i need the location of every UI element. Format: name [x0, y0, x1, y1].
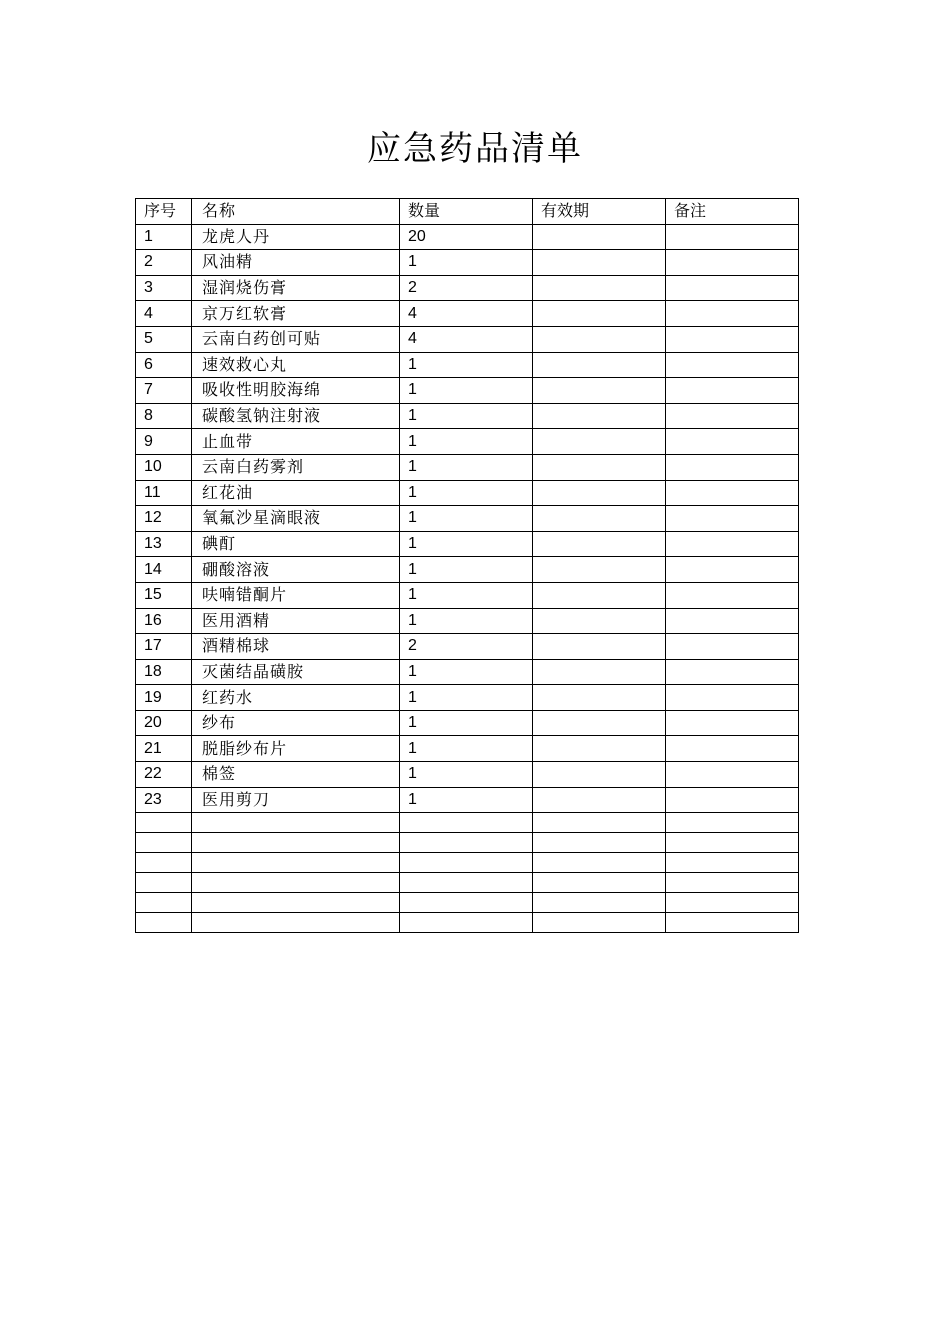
- cell-name: 龙虎人丹: [192, 224, 400, 250]
- cell-name: 氧氟沙星滴眼液: [192, 506, 400, 532]
- cell-note: [666, 634, 799, 660]
- cell-expiry: [533, 506, 666, 532]
- cell-no: 23: [136, 787, 192, 813]
- page-title: 应急药品清单: [367, 129, 583, 169]
- table-row: [136, 787, 799, 813]
- cell-qty: 1: [400, 429, 533, 455]
- cell-expiry: [533, 454, 666, 480]
- cell-note: [666, 762, 799, 788]
- cell-qty: 1: [400, 659, 533, 685]
- table-header-row: [136, 199, 799, 225]
- cell-note: [666, 873, 799, 893]
- cell-qty: 1: [400, 557, 533, 583]
- cell-no: 6: [136, 352, 192, 378]
- table-row: [136, 326, 799, 352]
- cell-expiry: [533, 659, 666, 685]
- cell-expiry: [533, 608, 666, 634]
- cell-name: 云南白药创可贴: [192, 326, 400, 352]
- cell-no: 11: [136, 480, 192, 506]
- table-row: [136, 608, 799, 634]
- cell-no: 15: [136, 582, 192, 608]
- cell-expiry: [533, 403, 666, 429]
- cell-no: 8: [136, 403, 192, 429]
- cell-note: [666, 224, 799, 250]
- cell-name: 云南白药雾剂: [192, 454, 400, 480]
- cell-note: [666, 429, 799, 455]
- cell-name: 吸收性明胶海绵: [192, 378, 400, 404]
- cell-no: [136, 833, 192, 853]
- cell-expiry: [533, 685, 666, 711]
- cell-expiry: [533, 762, 666, 788]
- cell-expiry: [533, 736, 666, 762]
- medicine-table: [135, 198, 799, 933]
- cell-name: 止血带: [192, 429, 400, 455]
- cell-qty: [400, 913, 533, 933]
- cell-no: 22: [136, 762, 192, 788]
- table-row: [136, 913, 799, 933]
- cell-expiry: [533, 557, 666, 583]
- cell-no: 7: [136, 378, 192, 404]
- cell-qty: 1: [400, 250, 533, 276]
- cell-qty: 4: [400, 326, 533, 352]
- cell-qty: 1: [400, 608, 533, 634]
- table-row: [136, 480, 799, 506]
- cell-no: 12: [136, 506, 192, 532]
- cell-qty: 2: [400, 275, 533, 301]
- cell-no: 18: [136, 659, 192, 685]
- cell-no: 16: [136, 608, 192, 634]
- table-row: [136, 275, 799, 301]
- cell-note: [666, 301, 799, 327]
- cell-no: [136, 873, 192, 893]
- table-row: [136, 736, 799, 762]
- cell-expiry: [533, 710, 666, 736]
- cell-qty: 1: [400, 480, 533, 506]
- cell-expiry: [533, 813, 666, 833]
- table-row: [136, 557, 799, 583]
- cell-name: 速效救心丸: [192, 352, 400, 378]
- cell-expiry: [533, 429, 666, 455]
- cell-name: 风油精: [192, 250, 400, 276]
- table-row: [136, 378, 799, 404]
- table-row: [136, 813, 799, 833]
- cell-no: 9: [136, 429, 192, 455]
- table-row: [136, 352, 799, 378]
- table-row: [136, 685, 799, 711]
- cell-note: [666, 833, 799, 853]
- cell-name: 医用剪刀: [192, 787, 400, 813]
- table-row: [136, 250, 799, 276]
- cell-note: [666, 853, 799, 873]
- cell-note: [666, 352, 799, 378]
- cell-note: [666, 659, 799, 685]
- cell-no: 17: [136, 634, 192, 660]
- cell-name: 医用酒精: [192, 608, 400, 634]
- cell-name: 纱布: [192, 710, 400, 736]
- cell-no: [136, 913, 192, 933]
- cell-note: [666, 582, 799, 608]
- cell-qty: 1: [400, 762, 533, 788]
- cell-note: [666, 403, 799, 429]
- cell-note: [666, 893, 799, 913]
- cell-no: 4: [136, 301, 192, 327]
- cell-expiry: [533, 378, 666, 404]
- cell-note: [666, 736, 799, 762]
- cell-no: 21: [136, 736, 192, 762]
- cell-name: 京万红软膏: [192, 301, 400, 327]
- cell-name: [192, 833, 400, 853]
- cell-expiry: [533, 787, 666, 813]
- cell-qty: 1: [400, 403, 533, 429]
- table-row: [136, 853, 799, 873]
- cell-name: [192, 893, 400, 913]
- cell-note: [666, 787, 799, 813]
- cell-qty: 1: [400, 710, 533, 736]
- cell-expiry: [533, 301, 666, 327]
- cell-name: 棉签: [192, 762, 400, 788]
- table-row: [136, 301, 799, 327]
- cell-expiry: [533, 531, 666, 557]
- cell-qty: 20: [400, 224, 533, 250]
- table-row: [136, 634, 799, 660]
- cell-no: 14: [136, 557, 192, 583]
- cell-name: 呋喃错酮片: [192, 582, 400, 608]
- cell-qty: [400, 893, 533, 913]
- cell-name: [192, 913, 400, 933]
- table-body: [136, 224, 799, 933]
- cell-expiry: [533, 250, 666, 276]
- table-row: [136, 582, 799, 608]
- header-expiry: 有效期: [533, 199, 666, 225]
- table-row: [136, 403, 799, 429]
- cell-qty: [400, 873, 533, 893]
- table-row: [136, 659, 799, 685]
- table-row: [136, 454, 799, 480]
- cell-no: 1: [136, 224, 192, 250]
- header-note: 备注: [666, 199, 799, 225]
- cell-expiry: [533, 913, 666, 933]
- cell-name: 酒精棉球: [192, 634, 400, 660]
- table-row: [136, 224, 799, 250]
- cell-name: 碘酊: [192, 531, 400, 557]
- cell-no: [136, 853, 192, 873]
- cell-no: 2: [136, 250, 192, 276]
- cell-name: 硼酸溶液: [192, 557, 400, 583]
- header-no: 序号: [136, 199, 192, 225]
- cell-expiry: [533, 853, 666, 873]
- cell-note: [666, 326, 799, 352]
- table-row: [136, 762, 799, 788]
- cell-name: [192, 873, 400, 893]
- table-row: [136, 506, 799, 532]
- cell-note: [666, 710, 799, 736]
- cell-qty: 1: [400, 454, 533, 480]
- cell-note: [666, 813, 799, 833]
- cell-note: [666, 608, 799, 634]
- table-row: [136, 893, 799, 913]
- cell-qty: 1: [400, 736, 533, 762]
- cell-note: [666, 685, 799, 711]
- table-row: [136, 531, 799, 557]
- cell-expiry: [533, 224, 666, 250]
- cell-qty: 1: [400, 531, 533, 557]
- cell-qty: 1: [400, 787, 533, 813]
- header-name: 名称: [192, 199, 400, 225]
- cell-qty: 1: [400, 685, 533, 711]
- cell-name: 湿润烧伤膏: [192, 275, 400, 301]
- cell-expiry: [533, 833, 666, 853]
- header-qty: 数量: [400, 199, 533, 225]
- cell-expiry: [533, 326, 666, 352]
- cell-qty: 2: [400, 634, 533, 660]
- cell-qty: [400, 833, 533, 853]
- cell-note: [666, 454, 799, 480]
- cell-expiry: [533, 275, 666, 301]
- cell-expiry: [533, 634, 666, 660]
- cell-expiry: [533, 352, 666, 378]
- cell-no: [136, 813, 192, 833]
- table-row: [136, 710, 799, 736]
- cell-note: [666, 378, 799, 404]
- cell-note: [666, 250, 799, 276]
- cell-expiry: [533, 873, 666, 893]
- cell-name: 碳酸氢钠注射液: [192, 403, 400, 429]
- cell-qty: 1: [400, 378, 533, 404]
- table-row: [136, 833, 799, 853]
- cell-expiry: [533, 480, 666, 506]
- cell-no: [136, 893, 192, 913]
- cell-no: 10: [136, 454, 192, 480]
- cell-name: 红花油: [192, 480, 400, 506]
- cell-name: 灭菌结晶磺胺: [192, 659, 400, 685]
- cell-name: [192, 853, 400, 873]
- cell-qty: [400, 853, 533, 873]
- table-row: [136, 873, 799, 893]
- cell-qty: 1: [400, 506, 533, 532]
- cell-expiry: [533, 582, 666, 608]
- cell-qty: 4: [400, 301, 533, 327]
- cell-qty: [400, 813, 533, 833]
- cell-note: [666, 913, 799, 933]
- cell-no: 5: [136, 326, 192, 352]
- cell-qty: 1: [400, 582, 533, 608]
- cell-expiry: [533, 893, 666, 913]
- cell-note: [666, 531, 799, 557]
- cell-no: 20: [136, 710, 192, 736]
- cell-no: 13: [136, 531, 192, 557]
- cell-name: 红药水: [192, 685, 400, 711]
- cell-note: [666, 480, 799, 506]
- cell-name: [192, 813, 400, 833]
- cell-note: [666, 506, 799, 532]
- cell-note: [666, 557, 799, 583]
- table-row: [136, 429, 799, 455]
- cell-note: [666, 275, 799, 301]
- cell-no: 3: [136, 275, 192, 301]
- cell-no: 19: [136, 685, 192, 711]
- cell-name: 脱脂纱布片: [192, 736, 400, 762]
- cell-qty: 1: [400, 352, 533, 378]
